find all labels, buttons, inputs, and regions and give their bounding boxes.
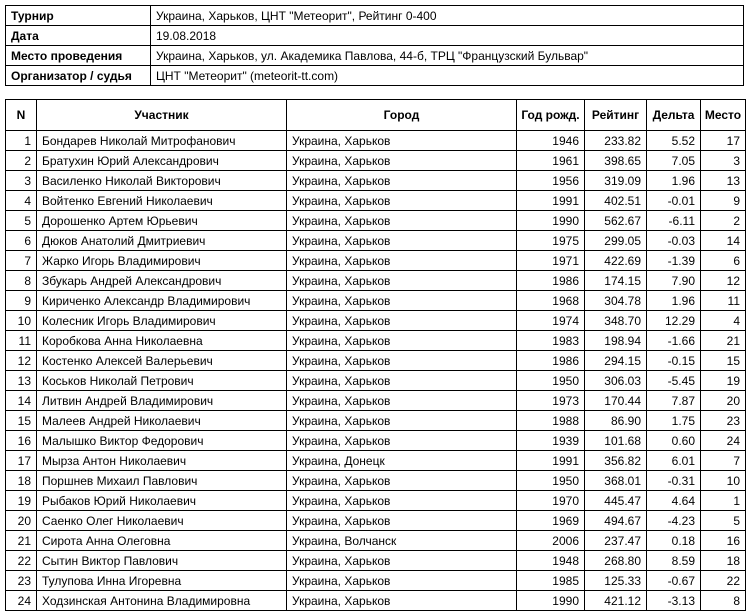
- cell-n: 5: [6, 211, 37, 231]
- cell-city: Украина, Донецк: [287, 451, 517, 471]
- cell-birth-year: 1961: [517, 151, 585, 171]
- table-row: [6, 591, 746, 611]
- cell-city: Украина, Харьков: [287, 371, 517, 391]
- cell-place: 17: [701, 131, 746, 151]
- table-row: [6, 371, 746, 391]
- table-row: [6, 271, 746, 291]
- cell-n: 10: [6, 311, 37, 331]
- col-header-participant: Участник: [37, 100, 287, 131]
- results-table: [5, 99, 746, 611]
- table-row: [6, 411, 746, 431]
- cell-n: 2: [6, 151, 37, 171]
- cell-delta: -4.23: [647, 511, 701, 531]
- tournament-info-table: [5, 5, 744, 86]
- cell-birth-year: 1950: [517, 471, 585, 491]
- cell-delta: 12.29: [647, 311, 701, 331]
- cell-rating: 306.03: [585, 371, 647, 391]
- cell-participant: Збукарь Андрей Александрович: [37, 271, 287, 291]
- cell-place: 13: [701, 171, 746, 191]
- cell-participant: Жарко Игорь Владимирович: [37, 251, 287, 271]
- cell-place: 5: [701, 511, 746, 531]
- cell-delta: 8.59: [647, 551, 701, 571]
- cell-n: 20: [6, 511, 37, 531]
- cell-birth-year: 2006: [517, 531, 585, 551]
- cell-city: Украина, Харьков: [287, 391, 517, 411]
- cell-participant: Дорошенко Артем Юрьевич: [37, 211, 287, 231]
- cell-rating: 198.94: [585, 331, 647, 351]
- cell-participant: Сирота Анна Олеговна: [37, 531, 287, 551]
- cell-birth-year: 1985: [517, 571, 585, 591]
- cell-place: 18: [701, 551, 746, 571]
- cell-participant: Войтенко Евгений Николаевич: [37, 191, 287, 211]
- table-row: [6, 571, 746, 591]
- table-row: [6, 151, 746, 171]
- table-row: [6, 331, 746, 351]
- cell-rating: 319.09: [585, 171, 647, 191]
- cell-place: 14: [701, 231, 746, 251]
- cell-place: 20: [701, 391, 746, 411]
- cell-n: 18: [6, 471, 37, 491]
- cell-rating: 304.78: [585, 291, 647, 311]
- table-row: [6, 471, 746, 491]
- col-header-delta: Дельта: [647, 100, 701, 131]
- cell-rating: 101.68: [585, 431, 647, 451]
- cell-city: Украина, Харьков: [287, 171, 517, 191]
- cell-participant: Саенко Олег Николаевич: [37, 511, 287, 531]
- cell-place: 7: [701, 451, 746, 471]
- cell-city: Украина, Харьков: [287, 431, 517, 451]
- cell-place: 15: [701, 351, 746, 371]
- cell-delta: -0.15: [647, 351, 701, 371]
- cell-city: Украина, Харьков: [287, 471, 517, 491]
- info-row-date: [6, 26, 744, 46]
- cell-rating: 174.15: [585, 271, 647, 291]
- cell-birth-year: 1950: [517, 371, 585, 391]
- table-row: [6, 211, 746, 231]
- cell-delta: 7.90: [647, 271, 701, 291]
- cell-rating: 445.47: [585, 491, 647, 511]
- cell-rating: 237.47: [585, 531, 647, 551]
- cell-n: 23: [6, 571, 37, 591]
- cell-rating: 268.80: [585, 551, 647, 571]
- col-header-n: N: [6, 100, 37, 131]
- cell-n: 9: [6, 291, 37, 311]
- cell-participant: Малышко Виктор Федорович: [37, 431, 287, 451]
- cell-participant: Мырза Антон Николаевич: [37, 451, 287, 471]
- cell-n: 14: [6, 391, 37, 411]
- table-row: [6, 451, 746, 471]
- cell-rating: 421.12: [585, 591, 647, 611]
- cell-birth-year: 1975: [517, 231, 585, 251]
- header-row: [6, 100, 746, 131]
- cell-place: 6: [701, 251, 746, 271]
- cell-rating: 562.67: [585, 211, 647, 231]
- info-label: Дата: [6, 26, 151, 46]
- cell-delta: -5.45: [647, 371, 701, 391]
- cell-city: Украина, Харьков: [287, 271, 517, 291]
- cell-birth-year: 1971: [517, 251, 585, 271]
- cell-n: 8: [6, 271, 37, 291]
- cell-city: Украина, Харьков: [287, 291, 517, 311]
- table-row: [6, 491, 746, 511]
- info-value: ЦНТ "Метеорит" (meteorit-tt.com): [151, 66, 744, 86]
- cell-city: Украина, Харьков: [287, 151, 517, 171]
- col-header-city: Город: [287, 100, 517, 131]
- cell-city: Украина, Харьков: [287, 511, 517, 531]
- cell-n: 12: [6, 351, 37, 371]
- cell-rating: 356.82: [585, 451, 647, 471]
- cell-delta: 5.52: [647, 131, 701, 151]
- cell-participant: Бондарев Николай Митрофанович: [37, 131, 287, 151]
- table-row: [6, 171, 746, 191]
- table-row: [6, 351, 746, 371]
- cell-participant: Костенко Алексей Валерьевич: [37, 351, 287, 371]
- cell-birth-year: 1983: [517, 331, 585, 351]
- table-row: [6, 191, 746, 211]
- cell-place: 2: [701, 211, 746, 231]
- cell-rating: 299.05: [585, 231, 647, 251]
- cell-delta: 6.01: [647, 451, 701, 471]
- cell-participant: Малеев Андрей Николаевич: [37, 411, 287, 431]
- cell-city: Украина, Харьков: [287, 251, 517, 271]
- cell-place: 4: [701, 311, 746, 331]
- cell-birth-year: 1974: [517, 311, 585, 331]
- cell-place: 10: [701, 471, 746, 491]
- cell-n: 7: [6, 251, 37, 271]
- cell-delta: 1.96: [647, 171, 701, 191]
- table-row: [6, 431, 746, 451]
- cell-place: 8: [701, 591, 746, 611]
- cell-delta: -1.66: [647, 331, 701, 351]
- cell-n: 6: [6, 231, 37, 251]
- cell-participant: Кириченко Александр Владимирович: [37, 291, 287, 311]
- cell-birth-year: 1991: [517, 191, 585, 211]
- table-row: [6, 311, 746, 331]
- cell-city: Украина, Харьков: [287, 411, 517, 431]
- cell-rating: 402.51: [585, 191, 647, 211]
- cell-city: Украина, Харьков: [287, 571, 517, 591]
- cell-delta: -0.31: [647, 471, 701, 491]
- cell-city: Украина, Харьков: [287, 311, 517, 331]
- cell-birth-year: 1990: [517, 211, 585, 231]
- cell-city: Украина, Харьков: [287, 191, 517, 211]
- info-value: Украина, Харьков, ЦНТ "Метеорит", Рейтинг 0-400: [151, 6, 744, 26]
- cell-delta: -0.67: [647, 571, 701, 591]
- col-header-place: Место: [701, 100, 746, 131]
- cell-rating: 170.44: [585, 391, 647, 411]
- cell-birth-year: 1968: [517, 291, 585, 311]
- cell-birth-year: 1986: [517, 351, 585, 371]
- cell-participant: Василенко Николай Викторович: [37, 171, 287, 191]
- cell-delta: -1.39: [647, 251, 701, 271]
- cell-participant: Поршнев Михаил Павлович: [37, 471, 287, 491]
- cell-city: Украина, Харьков: [287, 131, 517, 151]
- cell-city: Украина, Харьков: [287, 491, 517, 511]
- cell-rating: 233.82: [585, 131, 647, 151]
- cell-rating: 368.01: [585, 471, 647, 491]
- table-row: [6, 531, 746, 551]
- table-row: [6, 231, 746, 251]
- info-label: Турнир: [6, 6, 151, 26]
- cell-city: Украина, Харьков: [287, 591, 517, 611]
- cell-place: 21: [701, 331, 746, 351]
- cell-city: Украина, Харьков: [287, 551, 517, 571]
- cell-birth-year: 1939: [517, 431, 585, 451]
- cell-n: 3: [6, 171, 37, 191]
- cell-rating: 494.67: [585, 511, 647, 531]
- cell-n: 4: [6, 191, 37, 211]
- cell-city: Украина, Харьков: [287, 351, 517, 371]
- cell-birth-year: 1970: [517, 491, 585, 511]
- cell-participant: Дюков Анатолий Дмитриевич: [37, 231, 287, 251]
- cell-n: 21: [6, 531, 37, 551]
- cell-place: 12: [701, 271, 746, 291]
- cell-n: 22: [6, 551, 37, 571]
- table-row: [6, 511, 746, 531]
- cell-delta: 1.75: [647, 411, 701, 431]
- table-row: [6, 291, 746, 311]
- cell-delta: 0.18: [647, 531, 701, 551]
- col-header-birth-year: Год рожд.: [517, 100, 585, 131]
- cell-place: 3: [701, 151, 746, 171]
- cell-delta: -0.03: [647, 231, 701, 251]
- cell-place: 11: [701, 291, 746, 311]
- cell-place: 23: [701, 411, 746, 431]
- cell-birth-year: 1946: [517, 131, 585, 151]
- cell-birth-year: 1988: [517, 411, 585, 431]
- cell-participant: Литвин Андрей Владимирович: [37, 391, 287, 411]
- info-row-tournament: [6, 6, 744, 26]
- table-row: [6, 551, 746, 571]
- cell-participant: Колесник Игорь Владимирович: [37, 311, 287, 331]
- cell-n: 17: [6, 451, 37, 471]
- cell-birth-year: 1986: [517, 271, 585, 291]
- cell-birth-year: 1948: [517, 551, 585, 571]
- cell-place: 1: [701, 491, 746, 511]
- cell-place: 24: [701, 431, 746, 451]
- cell-participant: Братухин Юрий Александрович: [37, 151, 287, 171]
- table-row: [6, 251, 746, 271]
- info-row-venue: [6, 46, 744, 66]
- cell-participant: Рыбаков Юрий Николаевич: [37, 491, 287, 511]
- cell-city: Украина, Харьков: [287, 211, 517, 231]
- cell-delta: 7.87: [647, 391, 701, 411]
- cell-birth-year: 1956: [517, 171, 585, 191]
- cell-birth-year: 1991: [517, 451, 585, 471]
- cell-delta: -6.11: [647, 211, 701, 231]
- cell-rating: 422.69: [585, 251, 647, 271]
- info-row-organizer: [6, 66, 744, 86]
- cell-rating: 398.65: [585, 151, 647, 171]
- info-value: Украина, Харьков, ул. Академика Павлова, 44-б, ТРЦ "Французский Бульвар": [151, 46, 744, 66]
- cell-participant: Ходзинская Антонина Владимировна: [37, 591, 287, 611]
- cell-n: 19: [6, 491, 37, 511]
- cell-birth-year: 1969: [517, 511, 585, 531]
- cell-rating: 294.15: [585, 351, 647, 371]
- cell-n: 11: [6, 331, 37, 351]
- info-value: 19.08.2018: [151, 26, 744, 46]
- cell-rating: 125.33: [585, 571, 647, 591]
- info-label: Место проведения: [6, 46, 151, 66]
- cell-place: 16: [701, 531, 746, 551]
- cell-delta: -3.13: [647, 591, 701, 611]
- cell-birth-year: 1973: [517, 391, 585, 411]
- cell-place: 9: [701, 191, 746, 211]
- cell-delta: 1.96: [647, 291, 701, 311]
- cell-place: 19: [701, 371, 746, 391]
- cell-n: 16: [6, 431, 37, 451]
- cell-delta: -0.01: [647, 191, 701, 211]
- cell-n: 13: [6, 371, 37, 391]
- cell-delta: 0.60: [647, 431, 701, 451]
- table-row: [6, 131, 746, 151]
- cell-n: 1: [6, 131, 37, 151]
- cell-city: Украина, Харьков: [287, 231, 517, 251]
- info-label: Организатор / судья: [6, 66, 151, 86]
- cell-city: Украина, Волчанск: [287, 531, 517, 551]
- cell-n: 24: [6, 591, 37, 611]
- cell-rating: 86.90: [585, 411, 647, 431]
- cell-delta: 7.05: [647, 151, 701, 171]
- cell-participant: Коськов Николай Петрович: [37, 371, 287, 391]
- cell-n: 15: [6, 411, 37, 431]
- cell-place: 22: [701, 571, 746, 591]
- cell-participant: Сытин Виктор Павлович: [37, 551, 287, 571]
- cell-city: Украина, Харьков: [287, 331, 517, 351]
- cell-participant: Коробкова Анна Николаевна: [37, 331, 287, 351]
- cell-participant: Тулупова Инна Игоревна: [37, 571, 287, 591]
- cell-birth-year: 1990: [517, 591, 585, 611]
- col-header-rating: Рейтинг: [585, 100, 647, 131]
- table-row: [6, 391, 746, 411]
- cell-rating: 348.70: [585, 311, 647, 331]
- cell-delta: 4.64: [647, 491, 701, 511]
